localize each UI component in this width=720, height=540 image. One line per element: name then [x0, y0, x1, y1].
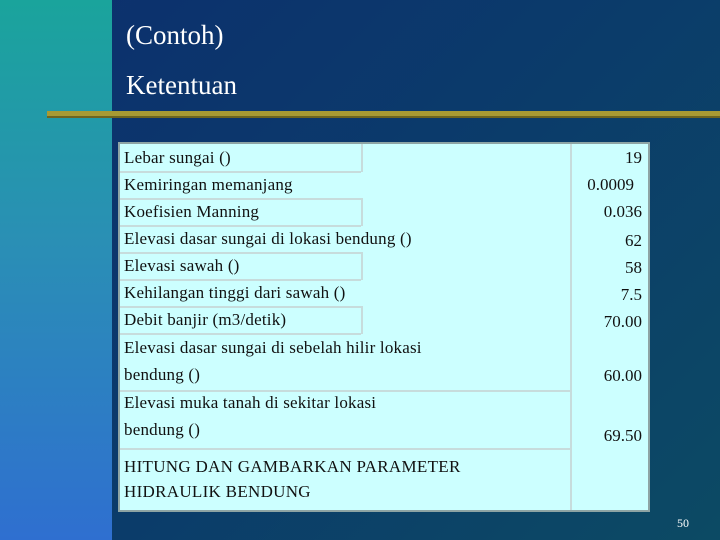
row-label: Debit banjir (m3/detik)	[124, 310, 287, 329]
row-separator	[120, 225, 361, 227]
table-footer-instruction	[124, 454, 461, 504]
row-value: 0.0009	[587, 175, 634, 194]
title-divider	[47, 111, 720, 118]
row-value: 60.00	[603, 366, 642, 385]
row-separator	[120, 333, 361, 335]
slide-subtitle: Ketentuan	[126, 70, 237, 100]
footer-line: HITUNG DAN GAMBARKAN PARAMETER	[124, 457, 461, 476]
row-value: 0.036	[603, 202, 642, 221]
row-separator	[120, 198, 361, 200]
row-label: Kehilangan tinggi dari sawah ()	[124, 283, 346, 302]
row-label: Lebar sungai ()	[124, 148, 231, 167]
row-label: bendung ()	[124, 365, 201, 384]
row-value: 62	[625, 231, 642, 250]
footer-line: HIDRAULIK BENDUNG	[124, 482, 311, 501]
row-value: 69.50	[603, 426, 642, 445]
table-divider-inner	[361, 198, 363, 226]
row-value: 70.00	[603, 312, 642, 331]
row-separator	[120, 390, 570, 392]
row-separator	[120, 252, 361, 254]
row-label: Elevasi dasar sungai di lokasi bendung ()	[124, 229, 412, 248]
row-separator	[120, 448, 570, 450]
row-label: Elevasi muka tanah di sekitar lokasi	[124, 393, 377, 412]
row-label: Elevasi sawah ()	[124, 256, 240, 275]
page-number: 50	[677, 516, 689, 530]
table-divider-inner	[361, 252, 363, 280]
row-separator	[120, 279, 361, 281]
row-separator	[120, 306, 361, 308]
slide-title: (Contoh)	[126, 20, 224, 50]
row-value: 7.5	[620, 285, 642, 304]
row-value: 58	[625, 258, 642, 277]
left-accent-band	[0, 0, 112, 540]
row-label: Kemiringan memanjang	[124, 175, 293, 194]
table-divider-inner	[361, 306, 363, 334]
row-label: Koefisien Manning	[124, 202, 260, 221]
parameters-table	[118, 142, 650, 512]
table-divider-inner	[361, 144, 363, 172]
row-label: Elevasi dasar sungai di sebelah hilir lokasi	[124, 338, 422, 357]
row-label: bendung ()	[124, 420, 201, 439]
row-value: 19	[625, 148, 642, 167]
row-separator	[120, 171, 361, 173]
table-divider-right	[570, 144, 572, 510]
